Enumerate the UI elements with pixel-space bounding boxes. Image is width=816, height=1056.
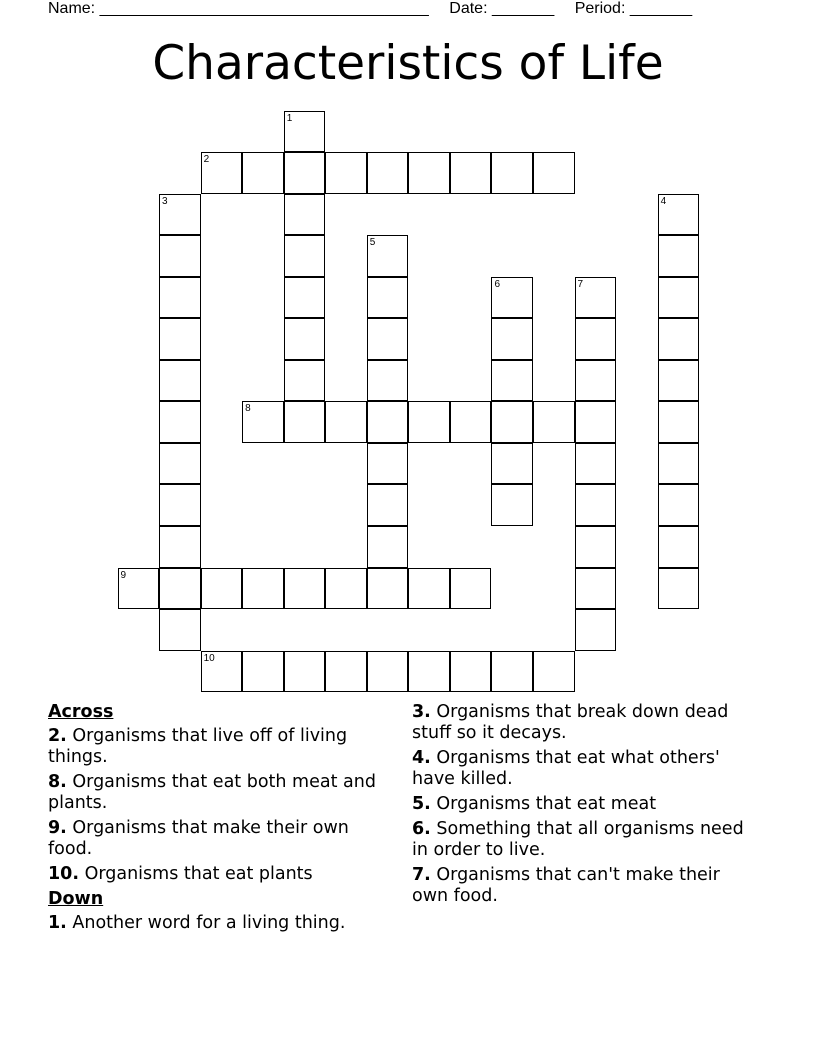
grid-cell[interactable] (159, 401, 201, 443)
grid-cell[interactable] (658, 526, 700, 568)
grid-cell[interactable] (575, 360, 617, 402)
grid-cell[interactable] (491, 651, 533, 693)
grid-cell[interactable] (284, 401, 326, 443)
grid-cell[interactable] (367, 235, 409, 277)
clue-number: 7 (577, 278, 584, 290)
grid-cell[interactable] (367, 277, 409, 319)
page-title: Characteristics of Life (152, 36, 664, 91)
grid-cell[interactable] (658, 318, 700, 360)
grid-cell[interactable] (658, 360, 700, 402)
grid-cell[interactable] (367, 360, 409, 402)
grid-cell[interactable] (491, 443, 533, 485)
clue-number: 6 (494, 278, 500, 290)
grid-cell[interactable] (242, 651, 284, 693)
date-field[interactable]: Date: _______ (449, 0, 555, 17)
grid-cell[interactable] (408, 401, 450, 443)
grid-cell[interactable] (575, 401, 617, 443)
grid-cell[interactable] (575, 277, 617, 319)
clue-down-4: 4. Organisms that eat what others' have killed. (412, 748, 720, 789)
grid-cell[interactable] (325, 568, 367, 610)
grid-cell[interactable] (367, 443, 409, 485)
grid-cell[interactable] (118, 568, 160, 610)
grid-cell[interactable] (159, 318, 201, 360)
across-heading: Across (48, 702, 114, 722)
grid-cell[interactable] (159, 277, 201, 319)
clue-number: 4 (660, 195, 667, 207)
grid-cell[interactable] (491, 360, 533, 402)
grid-cell[interactable] (325, 152, 367, 194)
grid-cell[interactable] (450, 401, 492, 443)
grid-cell[interactable] (575, 609, 617, 651)
clue-number: 1 (286, 112, 293, 124)
grid-cell[interactable] (575, 443, 617, 485)
grid-cell[interactable] (367, 651, 409, 693)
grid-cell[interactable] (450, 651, 492, 693)
name-field[interactable]: Name: _____________________________________ (48, 0, 429, 17)
grid-cell[interactable] (159, 609, 201, 651)
grid-cell[interactable] (201, 651, 243, 693)
grid-cell[interactable] (284, 235, 326, 277)
grid-cell[interactable] (658, 401, 700, 443)
grid-cell[interactable] (533, 651, 575, 693)
grid-cell[interactable] (658, 568, 700, 610)
clue-down-3: 3. Organisms that break down dead stuff so it decays. (412, 702, 729, 743)
grid-cell[interactable] (242, 152, 284, 194)
grid-cell[interactable] (284, 651, 326, 693)
grid-cell[interactable] (658, 194, 700, 236)
grid-cell[interactable] (284, 318, 326, 360)
grid-cell[interactable] (450, 568, 492, 610)
grid-cell[interactable] (533, 152, 575, 194)
grid-cell[interactable] (325, 401, 367, 443)
clue-number: 9 (120, 569, 127, 581)
grid-cell[interactable] (284, 111, 326, 153)
clue-number: 10 (203, 652, 215, 664)
grid-cell[interactable] (367, 484, 409, 526)
clue-down-5: 5. Organisms that eat meat (412, 794, 657, 814)
grid-cell[interactable] (367, 568, 409, 610)
grid-cell[interactable] (284, 277, 326, 319)
grid-cell[interactable] (491, 318, 533, 360)
grid-cell[interactable] (159, 526, 201, 568)
grid-cell[interactable] (242, 568, 284, 610)
grid-cell[interactable] (491, 401, 533, 443)
grid-cell[interactable] (408, 651, 450, 693)
period-field[interactable]: Period: _______ (574, 0, 693, 17)
clue-across-2: 2. Organisms that live off of living things. (48, 726, 348, 767)
grid-cell[interactable] (159, 360, 201, 402)
grid-cell[interactable] (201, 568, 243, 610)
clue-number: 3 (162, 195, 168, 207)
grid-cell[interactable] (575, 526, 617, 568)
clue-number: 8 (245, 403, 251, 415)
clue-number: 2 (203, 154, 210, 166)
clue-across-9: 9. Organisms that make their own food. (48, 818, 349, 859)
grid-cell[interactable] (367, 401, 409, 443)
grid-cell[interactable] (658, 484, 700, 526)
grid-cell[interactable] (575, 568, 617, 610)
grid-cell[interactable] (159, 484, 201, 526)
clue-down-6: 6. Something that all organisms need in order to live. (412, 819, 744, 860)
grid-cell[interactable] (658, 235, 700, 277)
grid-cell[interactable] (284, 568, 326, 610)
grid-cell[interactable] (367, 526, 409, 568)
clue-across-10: 10. Organisms that eat plants (48, 864, 313, 884)
grid-cell[interactable] (284, 360, 326, 402)
grid-cell[interactable] (450, 152, 492, 194)
grid-cell[interactable] (284, 194, 326, 236)
clue-number: 5 (369, 237, 376, 249)
grid-cell[interactable] (159, 194, 201, 236)
grid-cell[interactable] (242, 401, 284, 443)
grid-cell[interactable] (491, 277, 533, 319)
grid-cell[interactable] (658, 277, 700, 319)
grid-cell[interactable] (658, 443, 700, 485)
grid-cell[interactable] (159, 443, 201, 485)
clue-across-8: 8. Organisms that eat both meat and plants. (48, 772, 376, 813)
grid-cell[interactable] (201, 152, 243, 194)
grid-cell[interactable] (575, 318, 617, 360)
clue-down-7: 7. Organisms that can't make their own food. (412, 865, 720, 906)
grid-cell[interactable] (159, 235, 201, 277)
grid-cell[interactable] (284, 152, 326, 194)
grid-cell[interactable] (367, 318, 409, 360)
grid-cell[interactable] (408, 568, 450, 610)
clues-column-left (48, 702, 393, 938)
grid-cell[interactable] (325, 651, 367, 693)
down-heading: Down (48, 889, 104, 909)
grid-cell[interactable] (491, 152, 533, 194)
grid-cell[interactable] (491, 484, 533, 526)
clue-down-1: 1. Another word for a living thing. (48, 913, 346, 933)
grid-cell[interactable] (159, 568, 201, 610)
grid-cell[interactable] (367, 152, 409, 194)
grid-cell[interactable] (533, 401, 575, 443)
grid-cell[interactable] (575, 484, 617, 526)
clues-column-right (412, 702, 757, 911)
grid-cell[interactable] (408, 152, 450, 194)
